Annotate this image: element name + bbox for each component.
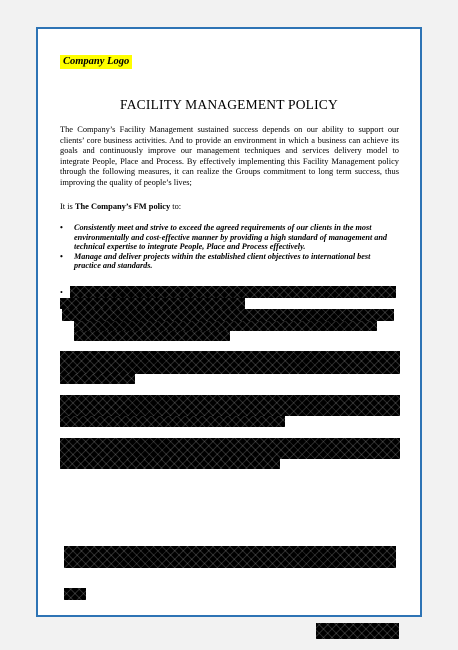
redaction-block: [60, 298, 245, 309]
redaction-block: [60, 438, 400, 459]
redaction-block: [60, 395, 400, 416]
redaction-block: [64, 588, 86, 600]
policy-intro-line: [60, 202, 181, 213]
redaction-block: [70, 286, 396, 298]
redaction-block-footer: [316, 623, 399, 639]
redaction-block: [60, 459, 280, 469]
redaction-block: [64, 546, 396, 568]
redaction-block: [60, 351, 400, 374]
intro-paragraph: The Company’s Facility Management sustained success depends on our ability to support our clients’ core business activities. And to provide an environment in which a business can achieve its goals and continuously improve our management techniques and services delivery model to integrate People, Place and Process. By effectively implementing this Facility Management policy through the following measures, it can realize the Groups commitment to long term success, thus improving the quality of people’s lives;: [60, 125, 399, 187]
policy-title: FACILITY MANAGEMENT POLICY: [120, 97, 338, 112]
redaction-block: [60, 416, 285, 427]
document-page: [36, 27, 422, 617]
policy-intro-bold: The Company’s FM policy: [74, 202, 171, 211]
redaction-block: [60, 374, 135, 384]
redaction-block: [74, 321, 377, 331]
policy-bullet-3-marker: •: [60, 288, 63, 297]
policy-intro-suffix: to:: [170, 202, 182, 211]
policy-bullet-1: • Consistently meet and strive to exceed the agreed requirements of our clients in the most environmentally and cost-effective manner by providing a high standard of management and technical expertise to integrate People, Place and Process effectively.: [60, 223, 399, 252]
policy-bullet-list: [60, 223, 399, 271]
company-logo-placeholder: Company Logo: [60, 55, 132, 69]
redaction-block: [62, 309, 394, 321]
policy-intro-prefix: It is: [60, 202, 75, 211]
redaction-block: [74, 331, 230, 341]
policy-bullet-2: • Manage and deliver projects within the established client objectives to international best practice and standards.: [60, 252, 399, 271]
